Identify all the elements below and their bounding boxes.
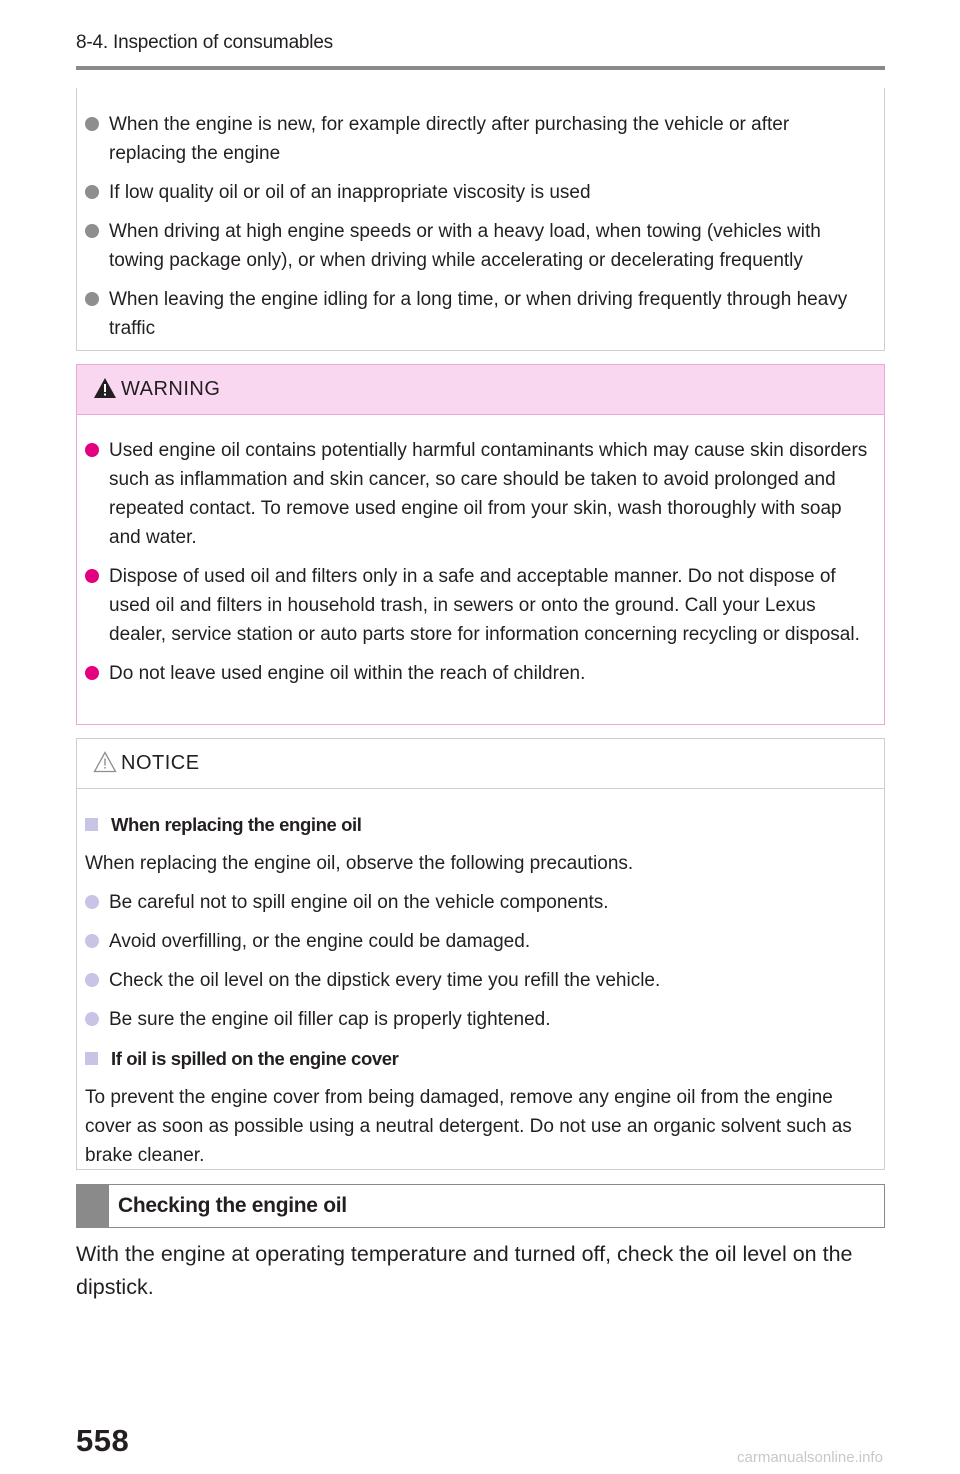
subsection-heading: When replacing the engine oil — [85, 810, 870, 839]
warning-box — [76, 364, 885, 725]
watermark: carmanualsonline.info — [737, 1449, 883, 1466]
notice-box — [76, 738, 885, 1170]
notice-triangle-icon — [93, 751, 117, 773]
page-header — [76, 30, 885, 70]
list-item: Be careful not to spill engine oil on the vehicle components. — [85, 888, 870, 917]
bullet-icon — [85, 569, 99, 583]
list-item: Dispose of used oil and filters only in a safe and acceptable manner. Do not dispose of used oil and filters in household trash, in sewers or onto the ground. Call your Lexus dealer, service station or auto parts store for information concerning recycling or disposal. — [85, 562, 870, 649]
list-item: When leaving the engine idling for a long time, or when driving frequently through heavy traffic — [85, 285, 870, 343]
list-item: Used engine oil contains potentially harmful contaminants which may cause skin disorders such as inflammation and skin cancer, so care should be taken to avoid prolonged and repeated contact. To remove used engine oil from your skin, wash thoroughly with soap and water. — [85, 436, 870, 552]
bullet-icon — [85, 895, 99, 909]
bullet-icon — [85, 666, 99, 680]
list-item: When the engine is new, for example directly after purchasing the vehicle or after replacing the engine — [85, 110, 870, 168]
list-item: Avoid overfilling, or the engine could be damaged. — [85, 927, 870, 956]
chapter-title: 8-4. Inspection of consumables — [76, 32, 333, 53]
bullet-icon — [85, 443, 99, 457]
warning-triangle-icon — [93, 377, 117, 399]
bullet-icon — [85, 185, 99, 199]
list-item: If low quality oil or oil of an inappropriate viscosity is used — [85, 178, 870, 207]
paragraph: When replacing the engine oil, observe the following precautions. — [85, 853, 634, 874]
list-item: Check the oil level on the dipstick every time you refill the vehicle. — [85, 966, 870, 995]
bullet-icon — [85, 117, 99, 131]
list-item: When driving at high engine speeds or with a heavy load, when towing (vehicles with towing package only), or when driving while accelerating or decelerating frequently — [85, 217, 870, 275]
bullet-icon — [85, 1012, 99, 1026]
notice-header — [77, 739, 884, 789]
section-heading-bar — [76, 1184, 885, 1228]
section-tab — [77, 1185, 109, 1227]
list-item: Be sure the engine oil filler cap is properly tightened. — [85, 1005, 870, 1034]
bullet-icon — [85, 934, 99, 948]
body-paragraph: With the engine at operating temperature and turned off, check the oil level on the dipstick. — [76, 1242, 853, 1299]
subsection-heading: If oil is spilled on the engine cover — [85, 1044, 870, 1073]
bullet-icon — [85, 224, 99, 238]
bullet-icon — [85, 292, 99, 306]
bullet-icon — [85, 973, 99, 987]
section-title: Checking the engine oil — [118, 1194, 347, 1217]
warning-header — [77, 365, 884, 415]
list-item: Do not leave used engine oil within the reach of children. — [85, 659, 870, 688]
notice-label: NOTICE — [121, 752, 200, 774]
paragraph: To prevent the engine cover from being damaged, remove any engine oil from the engine cover as soon as possible using a neutral detergent. Do not use an organic solvent such as brake cleaner. — [85, 1087, 852, 1166]
conditions-box — [76, 88, 885, 351]
square-bullet-icon — [85, 818, 98, 831]
square-bullet-icon — [85, 1052, 98, 1065]
page-number: 558 — [76, 1423, 130, 1458]
warning-label: WARNING — [121, 378, 221, 400]
